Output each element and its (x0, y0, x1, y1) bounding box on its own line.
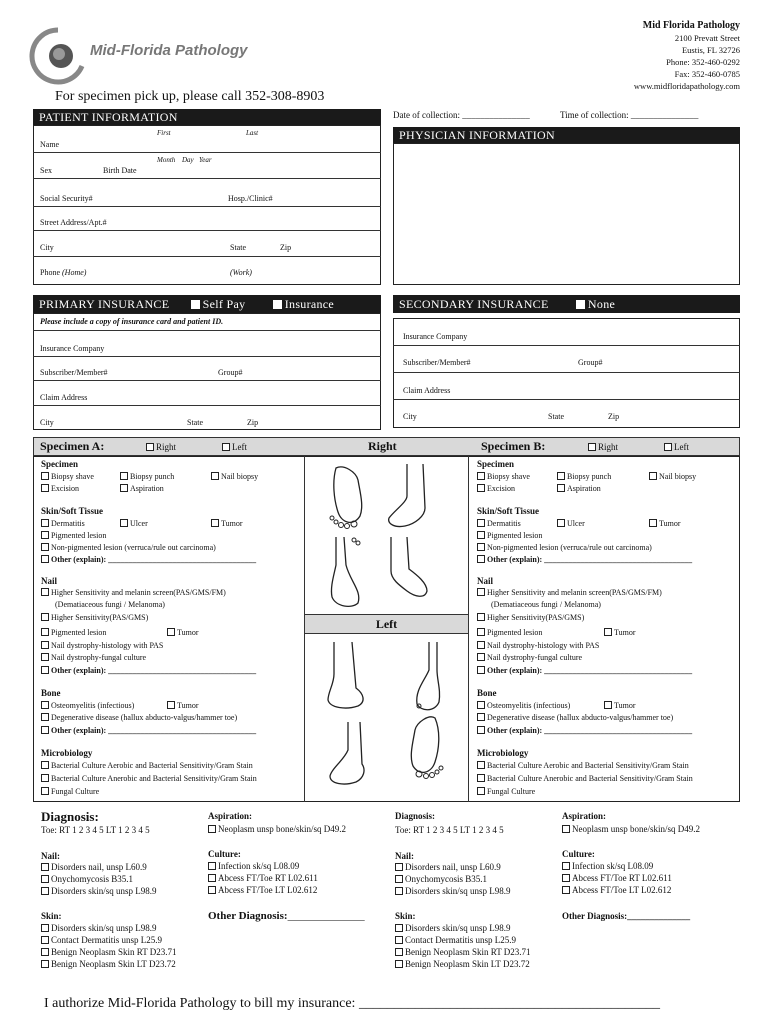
b-pigmented[interactable]: Pigmented lesion (477, 530, 542, 542)
work-label: (Work) (230, 268, 252, 277)
b-skin-disorders[interactable]: Disorders skin/sq unsp L98.9 (395, 922, 511, 934)
a-other-diagnosis[interactable]: Other Diagnosis:______________ (208, 910, 365, 922)
b-tumor[interactable]: Tumor (649, 518, 681, 530)
primary-company-label: Insurance Company (40, 344, 105, 353)
spec-a-left[interactable]: Left (222, 442, 247, 452)
secondary-subscriber-label: Subscriber/Member# (403, 358, 471, 367)
left-foot-profile-icon (324, 720, 369, 790)
a-nail-diag-heading: Nail: (41, 851, 60, 861)
pickup-notice: For specimen pick up, please call 352-308-8903 (55, 89, 325, 104)
b-abcess-rt[interactable]: Abcess FT/Toe RT L02.611 (562, 872, 672, 884)
a-specimen-heading: Specimen (41, 459, 78, 469)
b-disorders-skin[interactable]: Disorders skin/sq unsp L98.9 (395, 885, 511, 897)
insurance-checkbox[interactable] (273, 300, 282, 309)
a-contact-derm[interactable]: Contact Dermatitis unsp L25.9 (41, 934, 162, 946)
a-biopsy-shave[interactable]: Biopsy shave (41, 471, 94, 483)
a-hs-melanin-note: (Dematiaceous fungi / Melanoma) (55, 600, 165, 609)
a-skin-other[interactable]: Other (explain): _____________________________________ (41, 554, 256, 566)
a-disorders-nail[interactable]: Disorders nail, unsp L60.9 (41, 861, 147, 873)
b-nail-heading: Nail (477, 576, 494, 586)
a-abcess-rt[interactable]: Abcess FT/Toe RT L02.611 (208, 872, 318, 884)
a-anaerobic[interactable]: Bacterial Culture Anerobic and Bacterial Sensitivity/Gram Stain (41, 773, 257, 785)
a-culture-heading: Culture: (208, 849, 241, 859)
center-right-label: Right (368, 439, 397, 453)
a-nail-dys-fungal[interactable]: Nail dystrophy-fungal culture (41, 652, 146, 664)
center-left-label: Left (304, 614, 469, 634)
a-aerobic[interactable]: Bacterial Culture Aerobic and Bacterial Sensitivity/Gram Stain (41, 760, 253, 772)
b-infection[interactable]: Infection sk/sq L08.09 (562, 860, 653, 872)
time-of-collection[interactable]: Time of collection: _______________ (560, 110, 699, 120)
patient-info-box (33, 125, 381, 285)
b-nail-dys-fungal[interactable]: Nail dystrophy-fungal culture (477, 652, 582, 664)
right-foot-top-icon (324, 535, 369, 610)
a-nail-biopsy[interactable]: Nail biopsy (211, 471, 258, 483)
left-foot-top-icon (405, 640, 450, 715)
a-ulcer[interactable]: Ulcer (120, 518, 148, 530)
a-toe-selector[interactable]: Toe: RT 1 2 3 4 5 LT 1 2 3 4 5 (41, 825, 150, 835)
left-foot-side-icon (324, 640, 369, 715)
insurance-authorization[interactable]: I authorize Mid-Florida Pathology to bill my insurance: ___________________________________________ (44, 996, 660, 1011)
b-bone-other[interactable]: Other (explain): _____________________________________ (477, 725, 692, 737)
a-hs-pas[interactable]: Higher Sensitivity(PAS/GMS) (41, 612, 148, 624)
date-of-collection[interactable]: Date of collection: _______________ (393, 110, 530, 120)
b-biopsy-shave[interactable]: Biopsy shave (477, 471, 530, 483)
right-foot-side-icon (385, 462, 430, 532)
a-nail-heading: Nail (41, 576, 58, 586)
primary-insurance-title: PRIMARY INSURANCE (39, 297, 170, 311)
physician-info-header: PHYSICIAN INFORMATION (393, 127, 740, 143)
b-biopsy-punch[interactable]: Biopsy punch (557, 471, 611, 483)
b-neoplasm[interactable]: Neoplasm unsp bone/skin/sq D49.2 (562, 823, 700, 835)
month-label: Month (157, 156, 176, 164)
a-dermatitis[interactable]: Dermatitis (41, 518, 85, 530)
b-diagnosis-title: Diagnosis: (395, 811, 436, 821)
b-hs-melanin-note: (Dematiaceous fungi / Melanoma) (491, 600, 601, 609)
none-checkbox[interactable] (576, 300, 585, 309)
b-hs-melanin[interactable]: Higher Sensitivity and melanin screen(PAS/GMS/FM) (477, 587, 662, 599)
b-skin-diag-heading: Skin: (395, 911, 416, 921)
b-abcess-lt[interactable]: Abcess FT/Toe LT L02.612 (562, 884, 671, 896)
none-label: None (587, 297, 616, 311)
specimen-b-title: Specimen B: (481, 439, 546, 453)
left-foot-sole-icon (405, 710, 450, 785)
secondary-state-label: State (548, 412, 564, 421)
a-micro-heading: Microbiology (41, 748, 93, 758)
name-label: Name (40, 140, 60, 149)
lab-fax: Fax: 352-460-0785 (674, 69, 740, 79)
b-toe-selector[interactable]: Toe: RT 1 2 3 4 5 LT 1 2 3 4 5 (395, 825, 504, 835)
b-non-pigmented[interactable]: Non-pigmented lesion (verruca/rule out carcinoma) (477, 542, 652, 554)
a-hs-melanin[interactable]: Higher Sensitivity and melanin screen(PAS/GMS/FM) (41, 587, 226, 599)
physician-info-box[interactable] (393, 143, 740, 285)
b-bone-tumor[interactable]: Tumor (604, 700, 636, 712)
primary-claim-label: Claim Address (40, 393, 88, 402)
right-foot-profile-icon (385, 535, 430, 610)
city-label: City (40, 243, 54, 252)
b-nail-other[interactable]: Other (explain): _____________________________________ (477, 665, 692, 677)
a-degen[interactable]: Degenerative disease (hallux abducto-valgus/hammer toe) (41, 712, 237, 724)
first-label: First (157, 129, 171, 137)
a-skin-heading: Skin/Soft Tissue (41, 506, 103, 516)
a-nail-pigmented[interactable]: Pigmented lesion (41, 627, 106, 639)
secondary-group-label: Group# (578, 358, 603, 367)
b-dermatitis[interactable]: Dermatitis (477, 518, 521, 530)
primary-state-label: State (187, 418, 203, 427)
street-label: Street Address/Apt.# (40, 218, 107, 227)
b-culture-heading: Culture: (562, 849, 595, 859)
spec-b-right[interactable]: Right (588, 442, 618, 452)
primary-zip-label: Zip (247, 418, 259, 427)
a-diagnosis-title: Diagnosis: (41, 809, 99, 824)
b-excision[interactable]: Excision (477, 483, 515, 495)
b-disorders-nail[interactable]: Disorders nail, unsp L60.9 (395, 861, 501, 873)
self-pay-checkbox[interactable] (191, 300, 200, 309)
hosp-label: Hosp./Clinic# (228, 194, 273, 203)
secondary-zip-label: Zip (608, 412, 620, 421)
a-osteo[interactable]: Osteomyelitis (infectious) (41, 700, 134, 712)
primary-group-label: Group# (218, 368, 243, 377)
secondary-company-label: Insurance Company (403, 332, 468, 341)
a-bone-tumor[interactable]: Tumor (167, 700, 199, 712)
a-aspiration-diag-heading: Aspiration: (208, 811, 253, 821)
b-nail-pigmented[interactable]: Pigmented lesion (477, 627, 542, 639)
state-label: State (230, 243, 246, 252)
lab-web: www.midfloridapathology.com (633, 81, 740, 91)
a-non-pigmented[interactable]: Non-pigmented lesion (verruca/rule out carcinoma) (41, 542, 216, 554)
secondary-insurance-header (393, 295, 740, 313)
primary-note: Please include a copy of insurance card and patient ID. (40, 317, 224, 326)
lab-city: Eustis, FL 32726 (681, 45, 740, 55)
a-disorders-skin[interactable]: Disorders skin/sq unsp L98.9 (41, 885, 157, 897)
phone-label: Phone (Home) (40, 268, 87, 277)
lab-name: Mid Florida Pathology (642, 20, 740, 31)
a-aspiration[interactable]: Aspiration (120, 483, 164, 495)
a-benign-lt[interactable]: Benign Neoplasm Skin LT D23.72 (41, 958, 176, 970)
b-nail-dys-pas[interactable]: Nail dystrophy-histology with PAS (477, 640, 599, 652)
b-skin-heading: Skin/Soft Tissue (477, 506, 539, 516)
a-onychomycosis[interactable]: Onychomycosis B35.1 (41, 873, 133, 885)
b-nail-diag-heading: Nail: (395, 851, 414, 861)
zip-label: Zip (280, 243, 292, 252)
b-aspiration[interactable]: Aspiration (557, 483, 601, 495)
lab-address-block (634, 20, 740, 92)
a-biopsy-punch[interactable]: Biopsy punch (120, 471, 174, 483)
b-fungal[interactable]: Fungal Culture (477, 786, 535, 798)
b-onychomycosis[interactable]: Onychomycosis B35.1 (395, 873, 487, 885)
b-micro-heading: Microbiology (477, 748, 529, 758)
spec-b-left[interactable]: Left (664, 442, 689, 452)
lab-phone: Phone: 352-460-0292 (666, 57, 740, 67)
b-nail-biopsy[interactable]: Nail biopsy (649, 471, 696, 483)
b-ulcer[interactable]: Ulcer (557, 518, 585, 530)
a-excision[interactable]: Excision (41, 483, 79, 495)
self-pay-label: Self Pay (202, 297, 246, 311)
b-other-diagnosis[interactable]: Other Diagnosis:______________ (562, 911, 691, 921)
primary-insurance-header (33, 295, 381, 313)
b-hs-pas[interactable]: Higher Sensitivity(PAS/GMS) (477, 612, 584, 624)
secondary-claim-label: Claim Address (403, 386, 451, 395)
a-abcess-lt[interactable]: Abcess FT/Toe LT L02.612 (208, 884, 317, 896)
a-bone-heading: Bone (41, 688, 61, 698)
day-label: Day (182, 156, 194, 164)
b-skin-other[interactable]: Other (explain): _____________________________________ (477, 554, 692, 566)
a-fungal[interactable]: Fungal Culture (41, 786, 99, 798)
b-anaerobic[interactable]: Bacterial Culture Anerobic and Bacterial Sensitivity/Gram Stain (477, 773, 693, 785)
a-nail-other[interactable]: Other (explain): _____________________________________ (41, 665, 256, 677)
b-degen[interactable]: Degenerative disease (hallux abducto-valgus/hammer toe) (477, 712, 673, 724)
logo-text: Mid-Florida Pathology (90, 42, 248, 59)
birth-date-label: Birth Date (103, 166, 137, 175)
b-benign-lt[interactable]: Benign Neoplasm Skin LT D23.72 (395, 958, 530, 970)
ssn-label: Social Security# (40, 194, 93, 203)
a-skin-diag-heading: Skin: (41, 911, 62, 921)
a-tumor[interactable]: Tumor (211, 518, 243, 530)
patient-info-header: PATIENT INFORMATION (33, 109, 381, 125)
b-benign-rt[interactable]: Benign Neoplasm Skin RT D23.71 (395, 946, 531, 958)
a-infection[interactable]: Infection sk/sq L08.09 (208, 860, 299, 872)
b-bone-heading: Bone (477, 688, 497, 698)
b-aspiration-diag-heading: Aspiration: (562, 811, 607, 821)
last-label: Last (246, 129, 259, 137)
a-skin-disorders[interactable]: Disorders skin/sq unsp L98.9 (41, 922, 157, 934)
b-osteo[interactable]: Osteomyelitis (infectious) (477, 700, 570, 712)
b-contact-derm[interactable]: Contact Dermatitis unsp L25.9 (395, 934, 516, 946)
b-aerobic[interactable]: Bacterial Culture Aerobic and Bacterial Sensitivity/Gram Stain (477, 760, 689, 772)
logo-icon (28, 26, 86, 86)
a-nail-tumor[interactable]: Tumor (167, 627, 199, 639)
spec-a-right[interactable]: Right (146, 442, 176, 452)
b-nail-tumor[interactable]: Tumor (604, 627, 636, 639)
secondary-insurance-title: SECONDARY INSURANCE (399, 297, 549, 311)
a-nail-dys-pas[interactable]: Nail dystrophy-histology with PAS (41, 640, 163, 652)
secondary-city-label: City (403, 412, 417, 421)
a-pigmented[interactable]: Pigmented lesion (41, 530, 106, 542)
primary-subscriber-label: Subscriber/Member# (40, 368, 108, 377)
year-label: Year (199, 156, 212, 164)
primary-city-label: City (40, 418, 54, 427)
a-bone-other[interactable]: Other (explain): _____________________________________ (41, 725, 256, 737)
lab-street: 2100 Prevatt Street (674, 33, 740, 43)
a-benign-rt[interactable]: Benign Neoplasm Skin RT D23.71 (41, 946, 177, 958)
sex-label: Sex (40, 166, 52, 175)
right-foot-sole-icon (324, 462, 369, 532)
insurance-label: Insurance (284, 297, 335, 311)
a-neoplasm[interactable]: Neoplasm unsp bone/skin/sq D49.2 (208, 823, 346, 835)
specimen-a-title: Specimen A: (40, 439, 105, 453)
b-specimen-heading: Specimen (477, 459, 514, 469)
